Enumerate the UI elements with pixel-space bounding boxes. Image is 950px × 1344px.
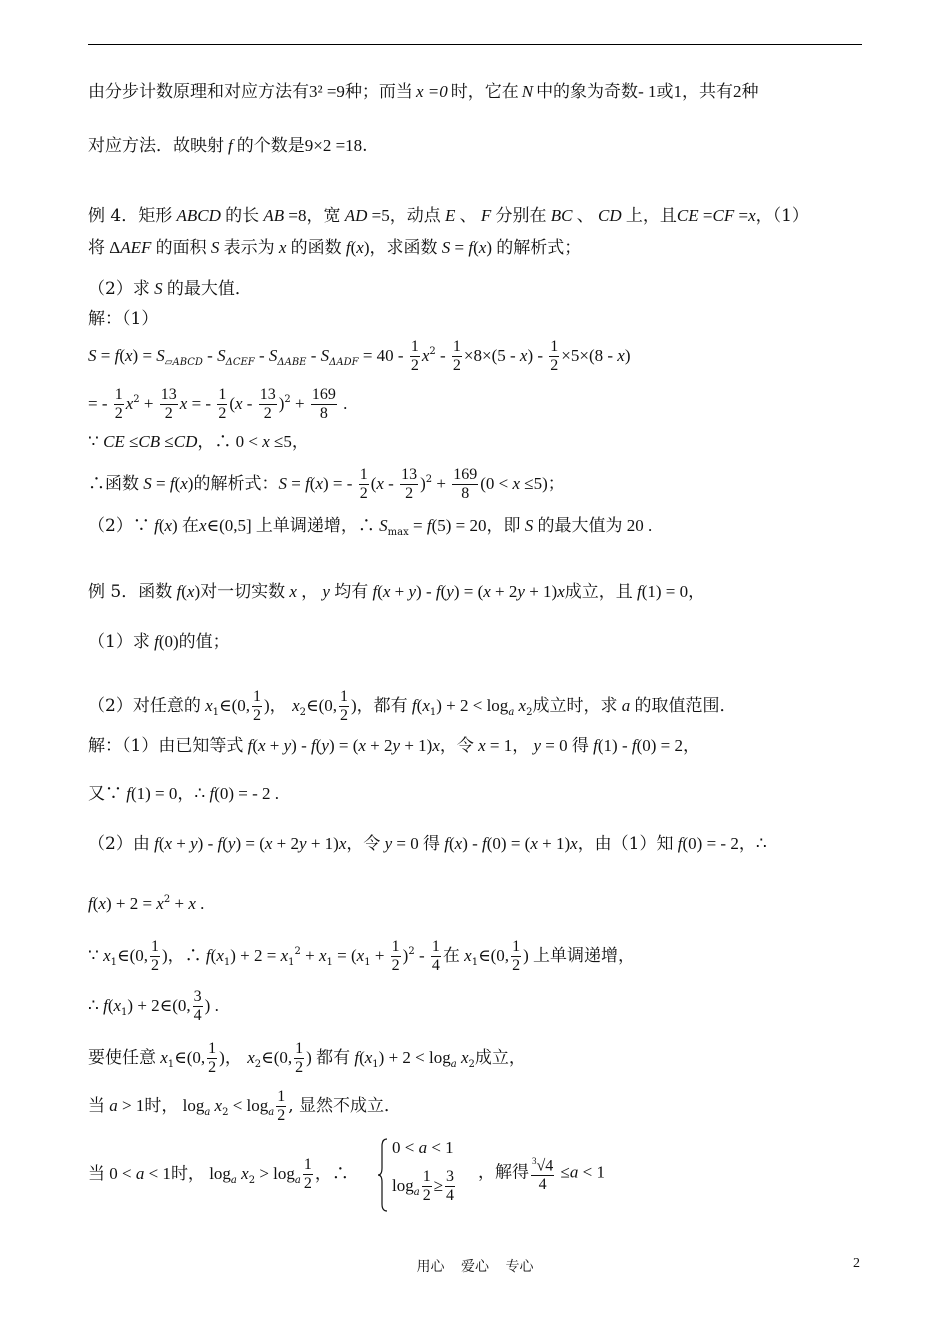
- header-rule: [88, 44, 862, 45]
- example-5-heading: 例 5．函数 f(x)对一切实数 x ， y 均有 f(x + y) - f(y) = (x + 2y + 1)x成立，且 f(1) = 0，: [88, 582, 706, 602]
- example-4-heading: 例 4．矩形 ABCD 的长 AB =8，宽 AD =5，动点 E 、 F 分别在 BC 、 CD 上，且CE =CF =x，（1）: [88, 206, 809, 226]
- equation-line: ，解得 $\frac{^3√4}{4}$ ≤a < 1: [478, 1152, 605, 1194]
- equation-line: $f(x) + 2 = x^2 + x$ .: [88, 894, 205, 913]
- text-line: 又∵ f(1) = 0，∴ f(0) = - 2 .: [88, 784, 280, 804]
- equation-line: ∵ $x_1\in(0$, $\frac{1}{2}$ )，∴ $f(x_1) + 2 = x_1^2 + x_1 = (x_1$ + $\frac{1}{2}$ )$^2$ - $\frac{1}{4}$ 在 $x_1\in(0$, $\frac{1}{2}$ ) 上单调递增，: [88, 938, 635, 974]
- text-line: （2）对任意的 $x_1\in(0$, $\frac{1}{2}$ )， $x_2\in(0$, $\frac{1}{2}$ )，都有 $f(x_1) + 2 < \log_a x_2$成立时，求 a 的取值范围．: [88, 688, 737, 724]
- text-line: （2）∵ f(x) 在x∈(0,5] 上单调递增，∴ $S_{max} = f(5) = 20$，即 S 的最大值为 20 .: [88, 516, 653, 538]
- text-line: （2）求 S 的最大值．: [88, 279, 252, 299]
- system-line-2: $\log_a$ $\frac{1}{2}$ ≥ $\frac{3}{4}$: [392, 1168, 455, 1204]
- text-line: 对应方法．故映射 f 的个数是9×2 =18.: [88, 136, 368, 156]
- system-line-1: 0 < a < 1: [392, 1138, 454, 1157]
- system-brace: [378, 1138, 388, 1212]
- text-line: 解：（1）由已知等式 f(x + y) - f(y) = (x + 2y + 1)x，令 x = 1， y = 0 得 f(1) - f(0) = 2，: [88, 736, 701, 756]
- page-number: 2: [853, 1256, 860, 1271]
- text-line: 将 ΔAEF 的面积 S 表示为 x 的函数 f(x)，求函数 S = f(x) 的解析式；: [88, 238, 582, 258]
- text-line: 由分步计数原理和对应方法有3² =9种；而当 x =0 时，它在 N 中的象为奇数- 1或1，共有2种: [88, 82, 759, 102]
- equation-line: 当 0 < a < 1时， $\log_a x_2 > \log_a$ $\frac{1}{2}$ ，∴: [88, 1156, 349, 1192]
- text-line: （2）由 f(x + y) - f(y) = (x + 2y + 1)x，令 y = 0 得 f(x) - f(0) = (x + 1)x，由（1）知 f(0) = - 2，∴: [88, 834, 767, 854]
- page-footer: 用心 爱心 专心: [416, 1259, 534, 1275]
- equation-line: 当 a > 1时， $\log_a x_2 < \log_a$ $\frac{1}{2}$ , 显然不成立．: [88, 1088, 402, 1124]
- text-line: ∵ CE ≤CB ≤CD，∴ 0 < x ≤5，: [88, 432, 309, 452]
- equation-line: 要使任意 $x_1\in(0$, $\frac{1}{2}$ )， $x_2\in(0$, $\frac{1}{2}$ ) 都有 $f(x_1) + 2 < \log_a x_2$成立，: [88, 1040, 526, 1076]
- text-line: （1）求 f(0)的值；: [88, 632, 230, 652]
- equation-line: ∴ $f(x_1)$ + 2∈(0, $\frac{3}{4}$ ) .: [88, 988, 219, 1024]
- equation-line: = - $\frac{1}{2}$ $x^2$ + $\frac{13}{2}$ x = - $\frac{1}{2}$ (x - $\frac{13}{2}$ )$^2$ + $\frac{169}{8}$ .: [88, 386, 348, 422]
- text-line: 解：（1）: [88, 309, 159, 329]
- equation-line: $S = f(x) = S_{▱ABCD} - S_{\Delta CEF} - S_{\Delta ABE} - S_{\Delta ADF} = 40$ - $\frac{1}{2}$ $x^2$ - $\frac{1}{2}$ ×8×(5 - x) - $\frac{1}{2}$ ×5×(8 - x): [88, 338, 631, 374]
- equation-line: ∴函数 S = f(x)的解析式：S = f(x) = - $\frac{1}{2}$ (x - $\frac{13}{2}$ )$^2$ + $\frac{169}{8}$ (0 < x ≤5)；: [88, 466, 565, 502]
